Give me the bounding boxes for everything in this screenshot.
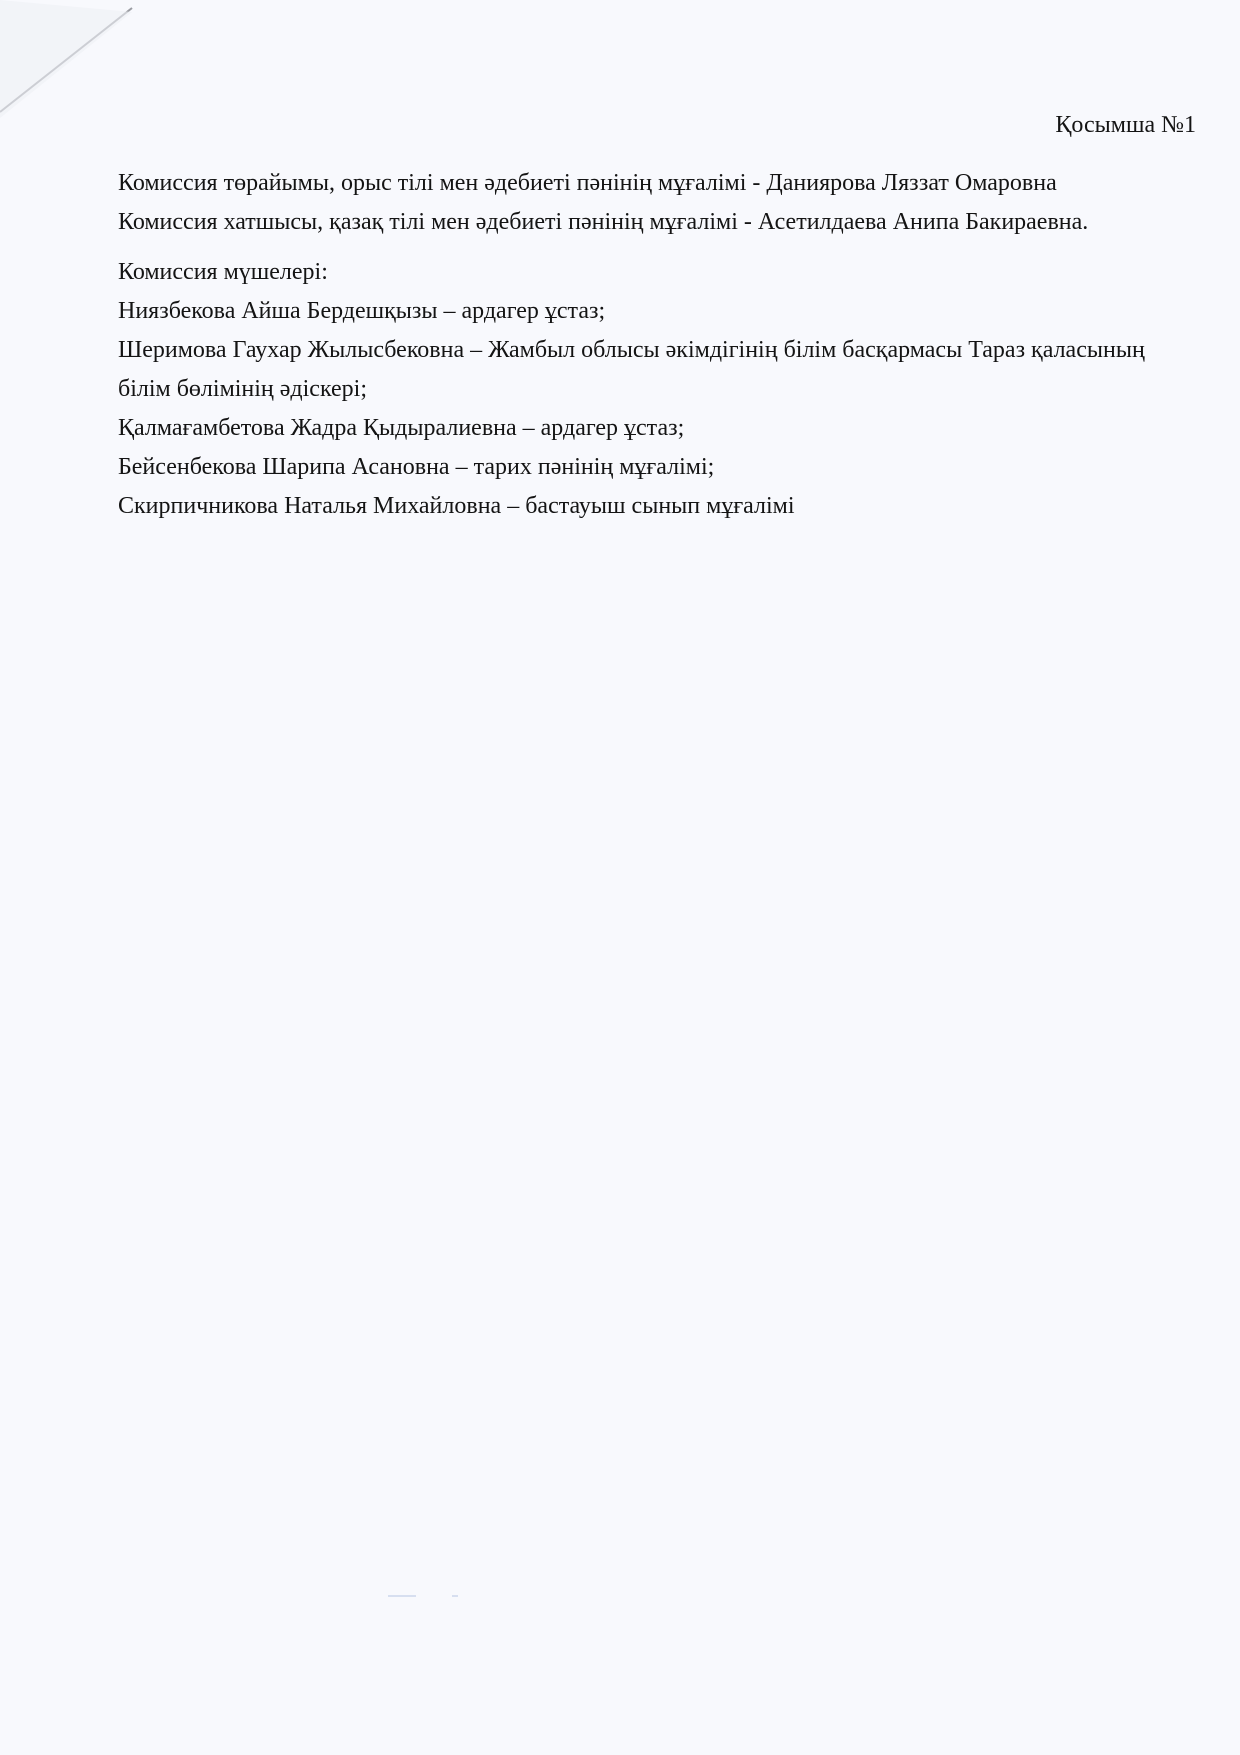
member-item: Ниязбекова Айша Бердешқызы – ардагер ұстаз; (118, 298, 606, 324)
document-body (118, 164, 1148, 526)
commission-chair: Комиссия төрайымы, орыс тілі мен әдебиеті пәнінің мұғалімі - Даниярова Ляззат Омаровна (118, 170, 1057, 196)
page-corner-fold-mark (0, 0, 140, 120)
member-item: Шеримова Гаухар Жылысбековна – Жамбыл облысы әкімдігінің білім басқармасы Тараз қаласының білім бөлімінің әдіскері; (118, 337, 1145, 402)
commission-secretary: Комиссия хатшысы, қазақ тілі мен әдебиеті пәнінің мұғалімі - Асетилдаева Анипа Бакираевна. (118, 209, 1089, 235)
appendix-label: Қосымша №1 (1055, 112, 1196, 138)
scan-speck (388, 1592, 468, 1600)
members-title: Комиссия мүшелері: (118, 259, 328, 285)
member-item: Скирпичникова Наталья Михайловна – бастауыш сынып мұғалімі (118, 493, 795, 519)
members-list (118, 292, 1148, 526)
member-item: Бейсенбекова Шарипа Асановна – тарих пәнінің мұғалімі; (118, 454, 715, 480)
member-item: Қалмағамбетова Жадра Қыдыралиевна – ардагер ұстаз; (118, 415, 685, 441)
